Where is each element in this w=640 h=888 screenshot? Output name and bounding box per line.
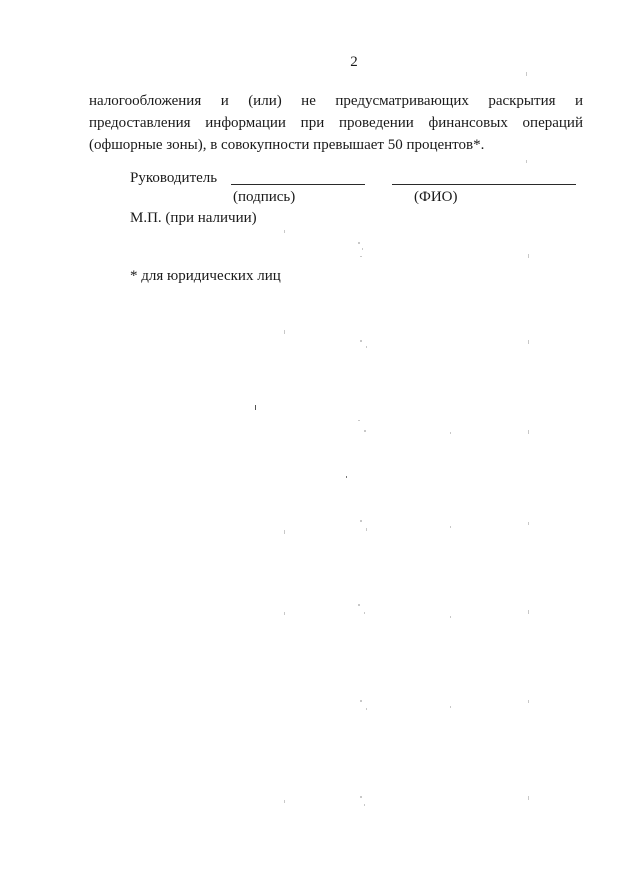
- paragraph-line-3: (офшорные зоны), в совокупности превышает 50 процентов*.: [89, 137, 485, 153]
- footnote: * для юридических лиц: [130, 268, 281, 284]
- full-name-caption: (ФИО): [414, 189, 458, 205]
- paragraph-line-1: налогообложения и (или) не предусматривающих раскрытия и: [89, 93, 583, 109]
- paragraph-line-2: предоставления информации при проведении финансовых операций: [89, 115, 583, 131]
- seal-note: М.П. (при наличии): [130, 210, 257, 226]
- signature-caption: (подпись): [233, 189, 296, 205]
- signatory-label: Руководитель: [130, 170, 218, 186]
- page-number: 2: [350, 54, 358, 70]
